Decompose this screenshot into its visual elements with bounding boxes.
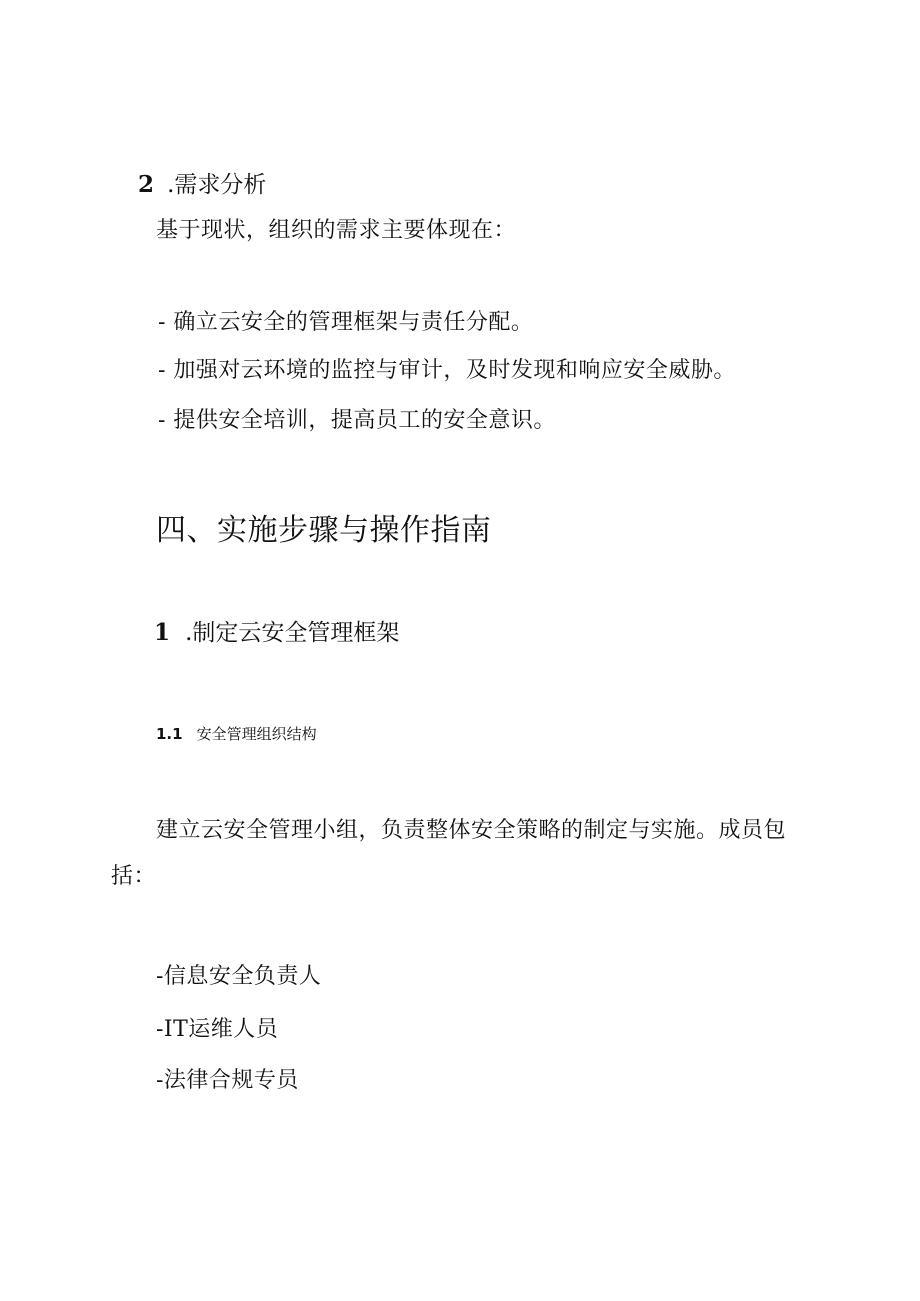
section-1-heading	[154, 614, 399, 647]
member-item: -信息安全负责人	[156, 964, 322, 989]
member-item: -法律合规专员	[156, 1068, 299, 1093]
section-1-title: .制定云安全管理框架	[185, 620, 400, 646]
subsection-1-1-number: 1.1	[156, 725, 183, 743]
section-2-number: 2	[138, 171, 155, 198]
subsection-1-1-title: 安全管理组织结构	[196, 725, 317, 743]
requirement-bullet: - 加强对云环境的监控与审计，及时发现和响应安全威胁。	[158, 358, 736, 383]
section-1-number: 1	[154, 619, 171, 646]
chapter-4-heading: 四、实施步骤与操作指南	[156, 513, 492, 548]
member-item: -IT运维人员	[156, 1017, 279, 1042]
section-2-intro: 基于现状，组织的需求主要体现在：	[156, 218, 517, 243]
section-2-heading	[138, 166, 266, 199]
subsection-1-1-paragraph-line-1: 建立云安全管理小组，负责整体安全策略的制定与实施。成员包	[156, 818, 787, 843]
section-2-title: .需求分析	[167, 172, 267, 198]
requirement-bullet: - 提供安全培训，提高员工的安全意识。	[158, 408, 556, 433]
subsection-1-1-heading	[156, 723, 317, 744]
requirement-bullet: - 确立云安全的管理框架与责任分配。	[158, 310, 534, 335]
subsection-1-1-paragraph-line-2: 括：	[111, 864, 157, 889]
